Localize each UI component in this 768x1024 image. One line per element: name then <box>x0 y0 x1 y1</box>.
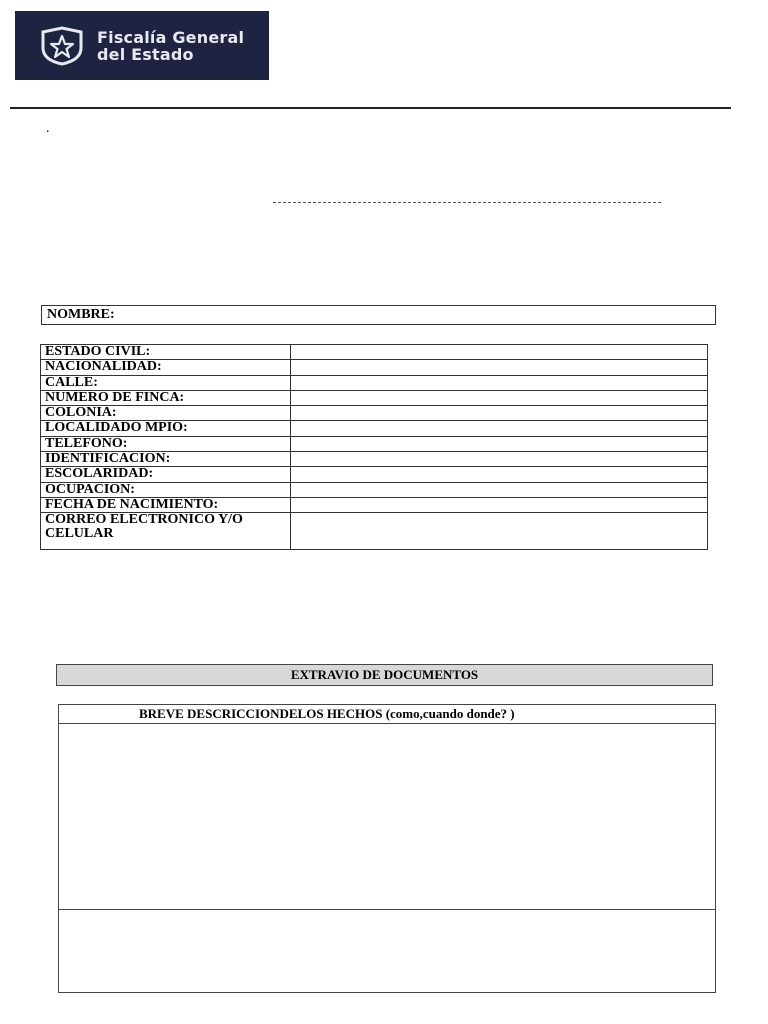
logo-line-1: Fiscalía General <box>97 27 245 47</box>
field-value[interactable] <box>291 482 708 497</box>
field-value[interactable] <box>291 436 708 451</box>
fiscalia-logo <box>15 11 269 80</box>
field-value[interactable] <box>291 375 708 390</box>
table-row <box>41 345 708 360</box>
police-badge-star-icon <box>39 26 85 66</box>
field-label: NACIONALIDAD: <box>41 360 291 375</box>
logo-line-2: del Estado <box>97 44 194 64</box>
field-label: LOCALIDADO MPIO: <box>41 421 291 436</box>
description-divider <box>59 909 715 910</box>
personal-data-table <box>40 344 708 550</box>
description-title: BREVE DESCRICCIONDELOS HECHOS (como,cuando donde? ) <box>59 705 715 724</box>
field-label: ESTADO CIVIL: <box>41 345 291 360</box>
field-value[interactable] <box>291 421 708 436</box>
field-label-line-1: CORREO ELECTRONICO Y/O <box>45 512 243 528</box>
table-row <box>41 436 708 451</box>
field-label: COLONIA: <box>41 406 291 421</box>
table-row <box>41 467 708 482</box>
field-label: IDENTIFICACION: <box>41 452 291 467</box>
table-row <box>41 452 708 467</box>
section-title-bar: EXTRAVIO DE DOCUMENTOS <box>56 664 713 686</box>
nombre-label: NOMBRE: <box>47 307 115 322</box>
field-label-line-2: CELULAR <box>45 526 114 542</box>
field-value[interactable] <box>291 467 708 482</box>
field-label: FECHA DE NACIMIENTO: <box>41 497 291 512</box>
table-row <box>41 360 708 375</box>
field-label: OCUPACION: <box>41 482 291 497</box>
header-rule <box>10 107 731 109</box>
field-value[interactable] <box>291 406 708 421</box>
table-row <box>41 482 708 497</box>
table-row <box>41 513 708 550</box>
field-value[interactable] <box>291 345 708 360</box>
stray-dot: . <box>46 121 50 136</box>
nombre-field[interactable] <box>41 305 716 325</box>
field-value[interactable] <box>291 452 708 467</box>
field-label: TELEFONO: <box>41 436 291 451</box>
table-row <box>41 375 708 390</box>
field-value[interactable] <box>291 497 708 512</box>
field-value[interactable] <box>291 360 708 375</box>
field-value[interactable] <box>291 390 708 405</box>
field-value[interactable] <box>291 513 708 550</box>
table-row <box>41 390 708 405</box>
table-row <box>41 406 708 421</box>
field-label: NUMERO DE FINCA: <box>41 390 291 405</box>
table-row <box>41 421 708 436</box>
description-box[interactable] <box>58 704 716 993</box>
signature-dashed-line <box>273 202 661 203</box>
field-label <box>41 513 291 550</box>
field-label: CALLE: <box>41 375 291 390</box>
logo-text <box>97 29 244 63</box>
field-label: ESCOLARIDAD: <box>41 467 291 482</box>
table-row <box>41 497 708 512</box>
